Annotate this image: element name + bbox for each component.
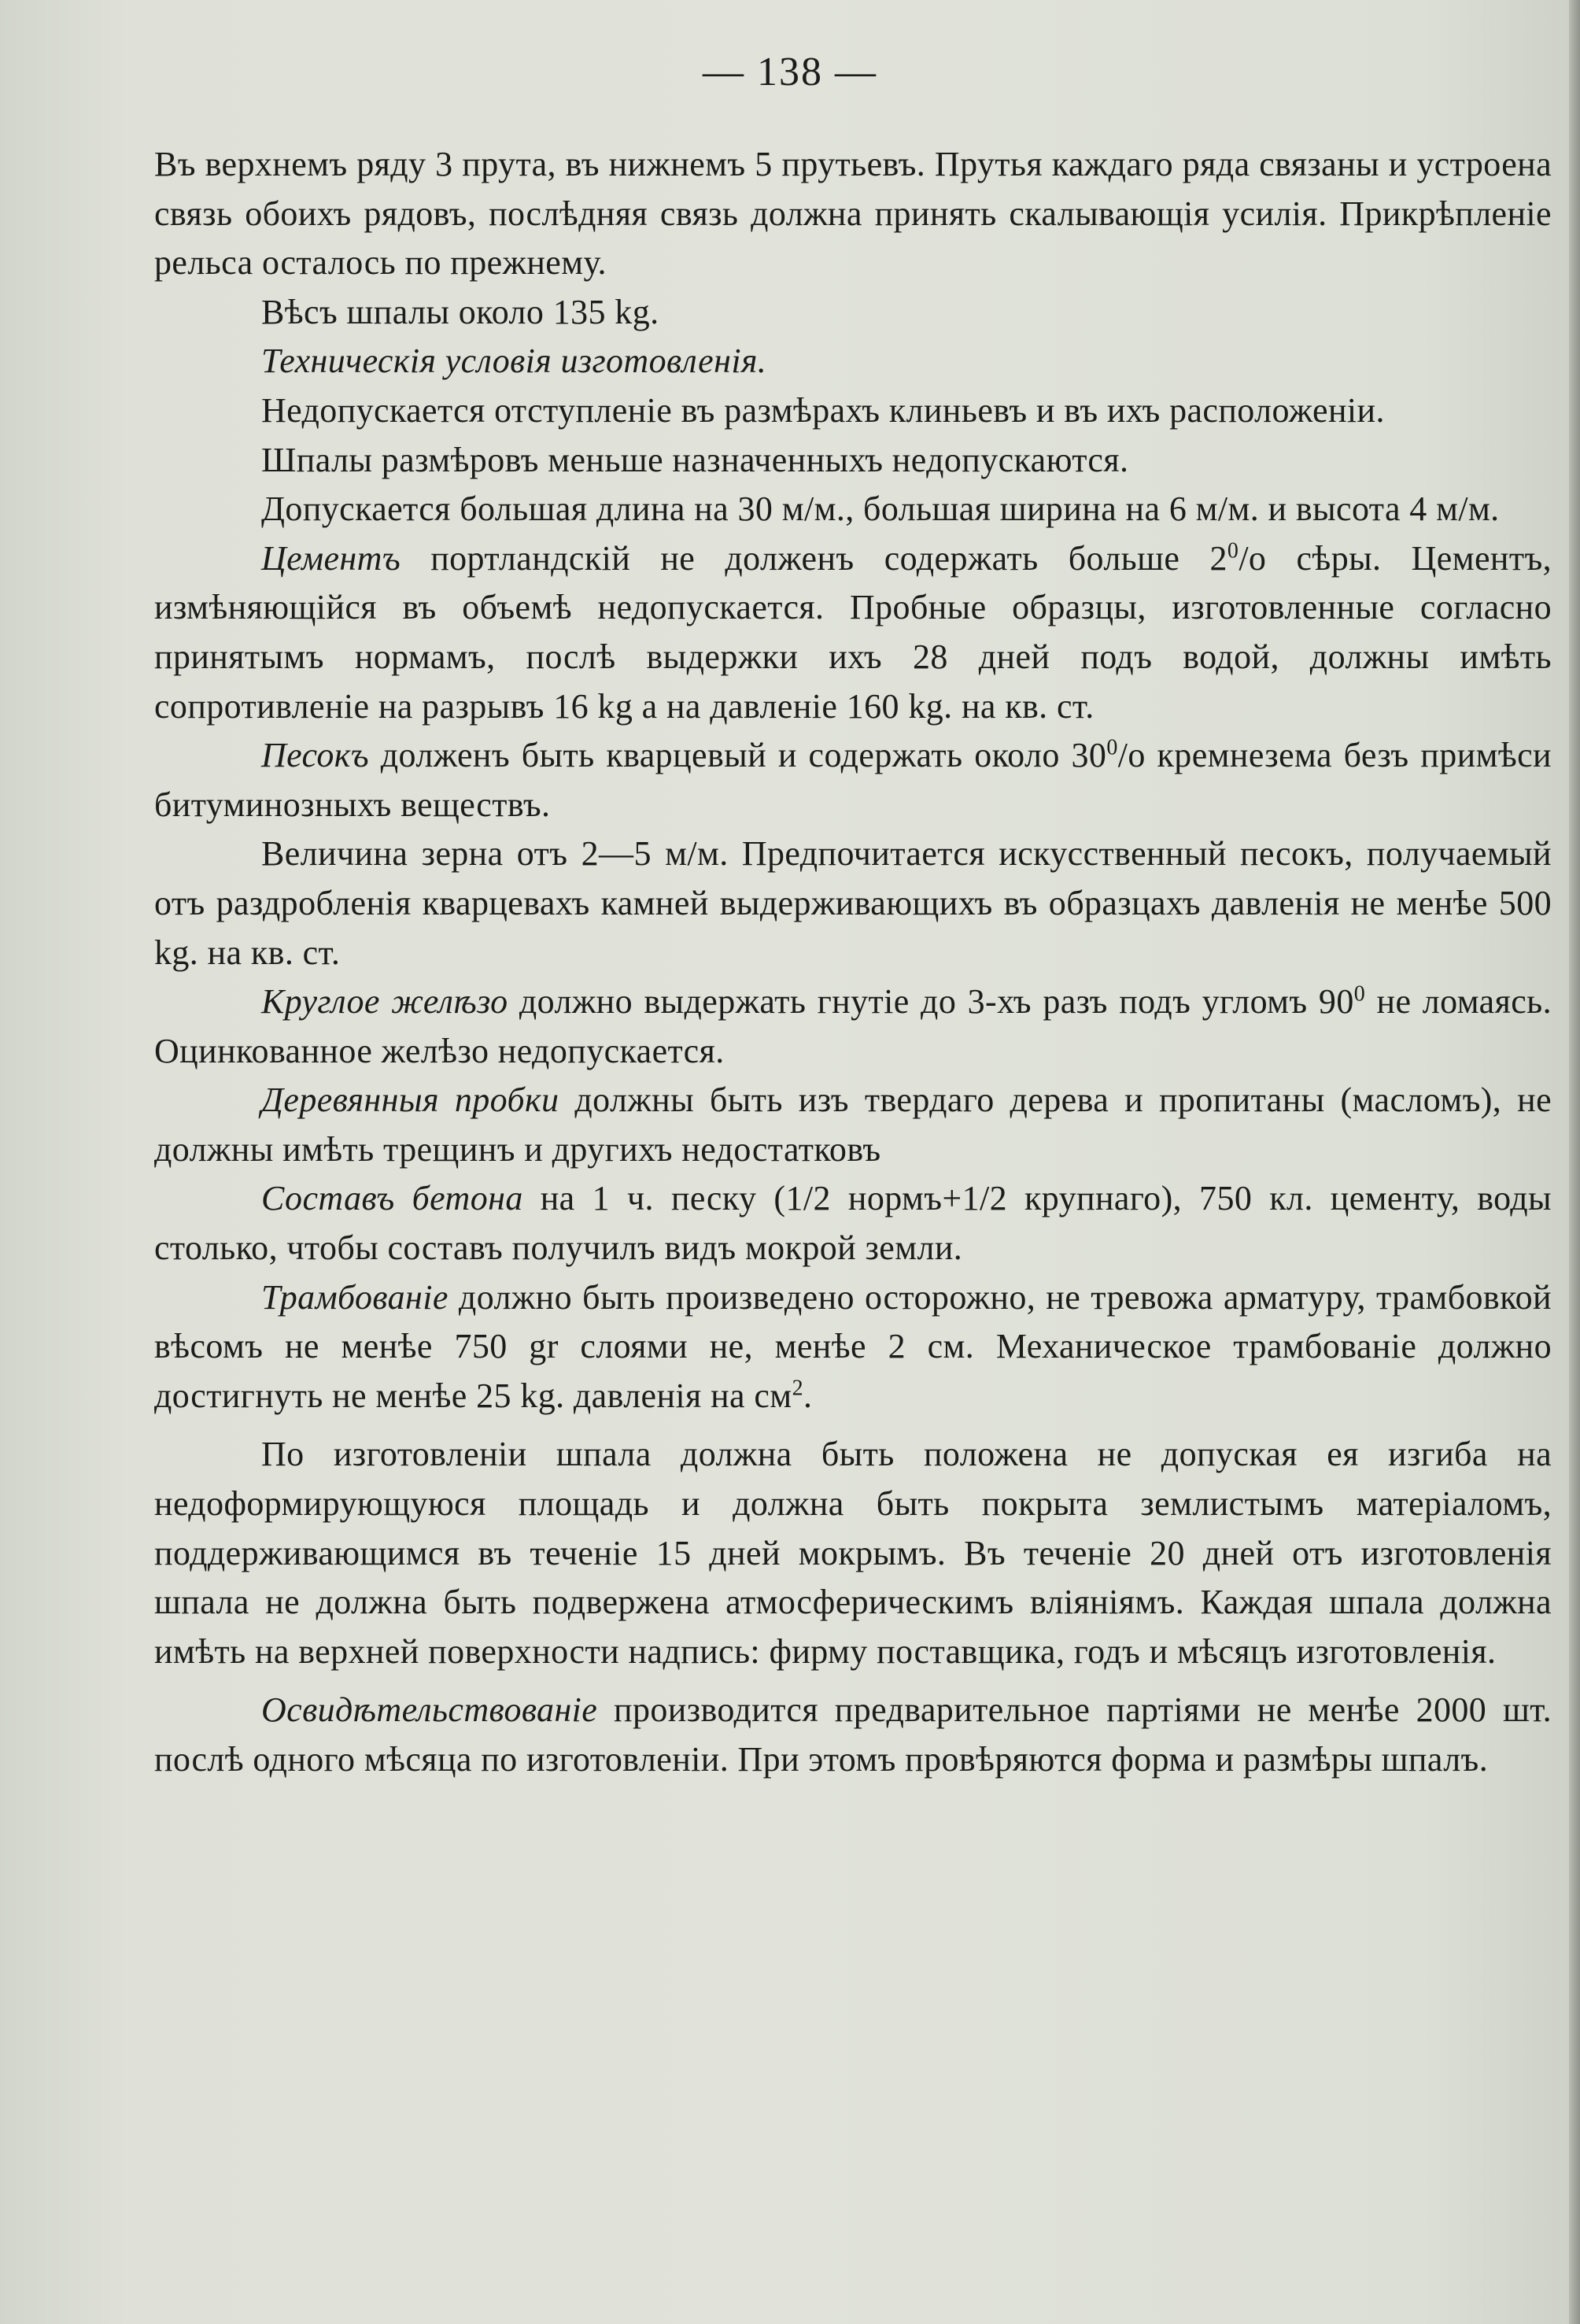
paragraph-rebar-description: Въ верхнемъ ряду 3 прута, въ нижнемъ 5 прутьевъ. Прутья каждаго ряда связаны и устроена связь обоихъ рядовъ, послѣдняя связь должна принять скалывающія усилія. Прикрѣпленіе рельса осталось по прежнему. [154, 145, 1552, 283]
paragraph-sleeper-weight: Вѣсъ шпалы около 135 kg. [261, 292, 659, 331]
paragraph-round-iron [154, 977, 1552, 1076]
page-body-text [154, 140, 1552, 1785]
term-sand: Песокъ [261, 736, 369, 775]
cement-text-part-2: /о сѣры. Цементъ, измѣняющійся въ объемѣ недопускается. Пробные образцы, изготовленные согласно принятымъ нормамъ, послѣ выдержки ихъ 28 дней подъ водой, должны имѣть сопротивленіе на разрывъ 16 kg а на давленіе 160 kg. на кв. ст. [154, 538, 1552, 726]
round-iron-superscript: 0 [1353, 981, 1366, 1007]
sand-superscript: 0 [1106, 735, 1118, 760]
paragraph-grain-size: Величина зерна отъ 2—5 м/м. Предпочитается искусственный песокъ, получаемый отъ раздробленія кварцевахъ камней выдерживающихъ въ образцахъ давленія не менѣе 500 kg. на кв. ст. [154, 834, 1552, 972]
term-round-iron: Круглое желѣзо [261, 982, 508, 1022]
round-iron-text-part-1: должно выдержать гнутіе до 3-хъ разъ подъ угломъ 90 [508, 982, 1354, 1022]
paragraph-wedge-deviation: Недопускается отступленіе въ размѣрахъ клиньевъ и въ ихъ расположеніи. [261, 390, 1385, 430]
paragraph-inspection [154, 1686, 1552, 1784]
paragraph-undersize-rejected: Шпалы размѣровъ меньше назначенныхъ недопускаются. [261, 440, 1129, 479]
concrete-mix-text: на 1 ч. песку (1/2 нормъ+1/2 крупнаго), 750 кл. цементу, воды столько, чтобы составъ получилъ видъ мокрой земли. [154, 1179, 1552, 1268]
sand-text-part-1: долженъ быть кварцевый и содержать около 30 [368, 736, 1107, 775]
cement-superscript: 0 [1227, 538, 1239, 563]
sand-text-part-2: /о кремнезема безъ примѣси битуминозныхъ веществъ. [154, 736, 1552, 824]
tamping-text-part-1: должно быть произведено осторожно, не тревожа арматуру, трамбовкой вѣсомъ не менѣе 750 gr слоями не, менѣе 2 см. Механическое трамбованіе должно достигнуть не менѣе 25 kg. давленія на см [154, 1277, 1552, 1415]
section-heading-technical-conditions: Техническія условія изготовленія. [261, 342, 767, 381]
term-inspection: Освидѣтельствованіе [261, 1690, 598, 1730]
page-number: — 138 — [703, 50, 877, 94]
paragraph-concrete-mix [154, 1174, 1552, 1273]
term-concrete-mix: Составъ бетона [261, 1179, 523, 1218]
paragraph-sand [154, 731, 1552, 829]
paragraph-tamping [154, 1273, 1552, 1421]
term-tamping: Трамбованіе [261, 1277, 449, 1317]
round-iron-text-part-2: не ломаясь. Оцинкованное желѣзо недопускается. [154, 982, 1552, 1070]
term-cement: Цементъ [261, 538, 401, 578]
tamping-superscript: 2 [792, 1376, 803, 1401]
paragraph-wooden-plugs [154, 1076, 1552, 1174]
paragraph-tolerances: Допускается большая длина на 30 м/м., большая ширина на 6 м/м. и высота 4 м/м. [261, 490, 1500, 529]
term-wooden-plugs: Деревянныя пробки [261, 1081, 559, 1120]
wooden-plugs-text: должны быть изъ твердаго дерева и пропитаны (масломъ), не должны имѣть трещинъ и другихъ недостатковъ [154, 1081, 1552, 1169]
tamping-text-part-2: . [803, 1376, 813, 1415]
inspection-text: производится предварительное партіями не менѣе 2000 шт. послѣ одного мѣсяца по изготовленіи. При этомъ провѣряются форма и размѣры шпалъ. [154, 1690, 1552, 1779]
cement-text-part-1: портландскій не долженъ содержать больше 2 [401, 538, 1227, 578]
paragraph-curing: По изготовленіи шпала должна быть положена не допуская ея изгиба на недоформирующуюся площадь и должна быть покрыта землистымъ матеріаломъ, поддерживающимся въ теченіе 15 дней мокрымъ. Въ теченіе 20 дней отъ изготовленія шпала не должна быть подвержена атмосферическимъ вліяніямъ. Каждая шпала должна имѣть на верхней поверхности надпись: фирму поставщика, годъ и мѣсяцъ изготовленія. [154, 1435, 1552, 1671]
page-binding-edge [1569, 0, 1580, 2324]
paragraph-cement [154, 534, 1552, 731]
